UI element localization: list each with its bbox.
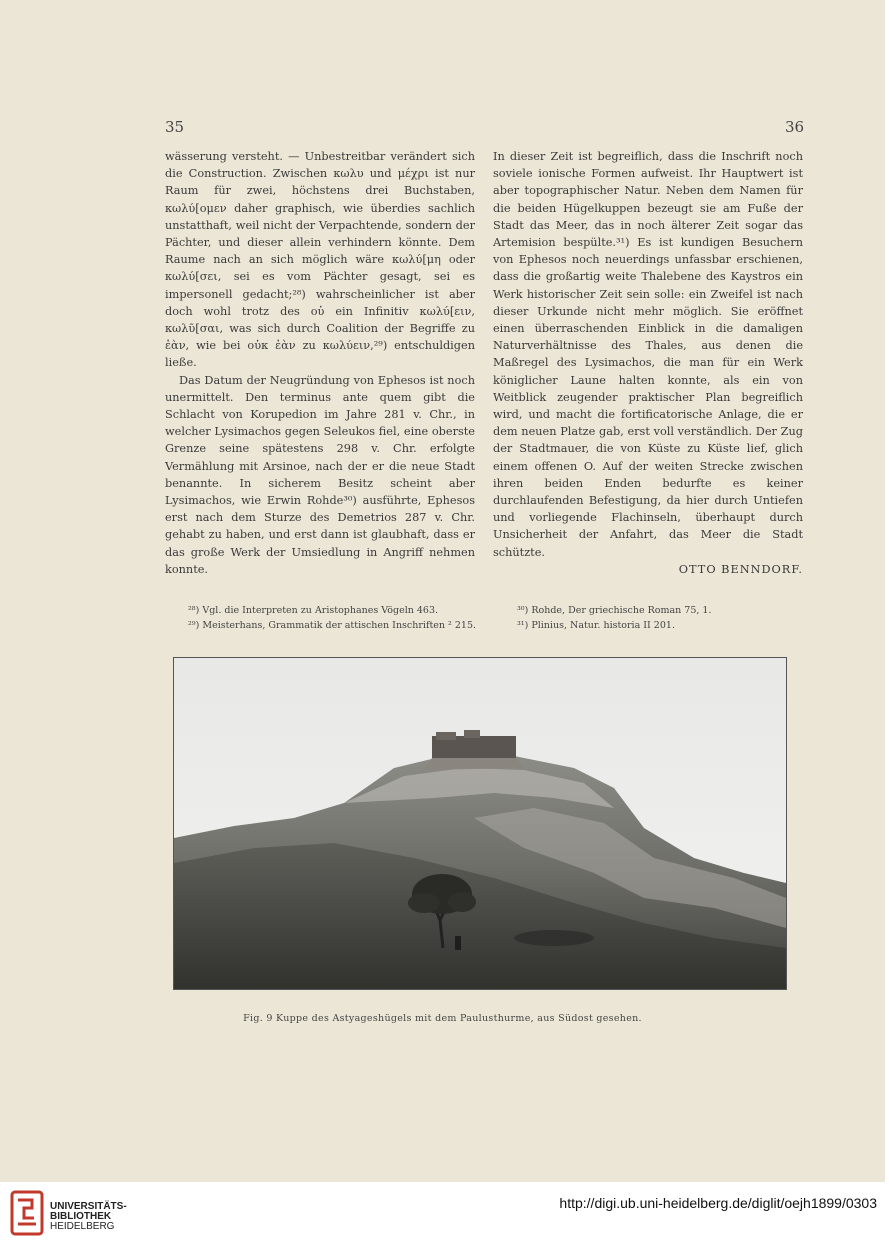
page-number-left: 35 xyxy=(165,118,185,136)
left-paragraph-1: wässerung versteht. — Unbestreitbar verändert sich die Construction. Zwischen κωλυ und μέχρι ist nur Raum für zwei, höchstens drei Buchstaben, κωλύ[ομεν daher graphisch, wie überdies sachlich unstatthaft, weil nicht der Verpachtende, sondern der Pächter, und dieser allein verhindern könnte. Dem Raume nach an sich möglich wäre κωλύ[μη oder κωλύ[σει, sei es vom Pächter gesagt, sei es impersonell gedacht;²⁸) wahrscheinlicher ist aber doch wohl trotz des οὐ ein Infinitiv κωλύ[ειν, κωλῦ[σαι, was sich durch Coalition der Begriffe zu ἐὰν, wie bei οὐκ ἐὰν zu κωλύειν,²⁹) entschuldigen ließe. xyxy=(165,150,475,370)
footnote-29: ²⁹) Meisterhans, Grammatik der attischen Inschriften ² 215. xyxy=(188,620,477,631)
left-text-column xyxy=(165,148,475,578)
footnote-28: ²⁸) Vgl. die Interpreten zu Aristophanes Vögeln 463. xyxy=(188,605,439,616)
figure-caption: Fig. 9 Kuppe des Astyageshügels mit dem Paulusthurme, aus Südost gesehen. xyxy=(243,1013,642,1024)
footnotes-left xyxy=(188,603,476,633)
right-text-column xyxy=(493,148,803,578)
library-footer xyxy=(0,1182,889,1248)
footnote-30: ³⁰) Rohde, Der griechische Roman 75, 1. xyxy=(517,605,712,616)
footnote-31: ³¹) Plinius, Natur. historia II 201. xyxy=(517,620,675,631)
library-name-line-2: BIBLIOTHEK xyxy=(50,1211,112,1222)
footnotes-right xyxy=(517,603,711,633)
left-paragraph-2: Das Datum der Neugründung von Ephesos ist noch unermittelt. Den terminus ante quem gibt die Schlacht von Korupedion im Jahre 281 v. Chr., in welcher Lysimachos gegen Seleukos fiel, eine oberste Grenze seine spätestens 298 v. Chr. erfolgte Vermählung mit Arsinoe, nach der er die neue Stadt benannte. In sicherem Besitz scheint aber Lysimachos, wie Erwin Rohde³⁰) ausführte, Ephesos erst nach dem Sturze des Demetrios 287 v. Chr. gehabt zu haben, und erst dann ist glaubhaft, dass er das große Werk der Umsiedlung in Angriff nehmen konnte. xyxy=(165,373,475,576)
page-number-right: 36 xyxy=(785,118,805,136)
library-name-line-1: UNIVERSITÄTS- xyxy=(50,1201,127,1212)
author-signature: OTTO BENNDORF. xyxy=(678,562,803,576)
hill-photograph xyxy=(173,657,787,990)
right-paragraph-1: In dieser Zeit ist begreiflich, dass die Inschrift noch soviele ionische Formen aufweist. Ihr Hauptwert ist aber topographischer Natur. Neben dem Namen für die beiden Hügelkuppen bezeugt sie am Fuße der Stadt das Meer, das in noch älterer Zeit sogar das Artemision bespülte.³¹) Es ist kundigen Besuchern von Ephesos noch neuerdings unfassbar erschienen, dass die großartig weite Thalebene des Kaystros ein Werk historischer Zeit sein solle: ein Zweifel ist nach dieser Urkunde nicht mehr möglich. Sie eröffnet einen überraschenden Einblick in die damaligen Naturverhältnisse des Thales, aus denen die Maßregel des Lysimachos, die man für ein Werk königlicher Laune halten konnte, als ein von Weitblick zeugender praktischer Plan begreiflich wird, und macht die fortificatorische Anlage, die er dem neuen Platze gab, erst voll verständlich. Der Zug der Stadtmauer, die von Küste zu Küste lief, glich einem offenen O. Auf der weiten Strecke zwischen ihren beiden Enden bedurfte es keiner durchlaufenden Befestigung, da hier durch Untiefen und vorliegende Flachinseln, überhaupt durch Unsicherheit der Anfahrt, das Meer die Stadt schützte. xyxy=(493,150,803,559)
library-logo-icon[interactable] xyxy=(10,1190,44,1240)
hill-landscape-illustration xyxy=(174,658,786,989)
library-name-line-3: HEIDELBERG xyxy=(50,1221,115,1232)
source-url-link[interactable]: http://digi.ub.uni-heidelberg.de/diglit/oejh1899/0303 xyxy=(559,1195,877,1211)
